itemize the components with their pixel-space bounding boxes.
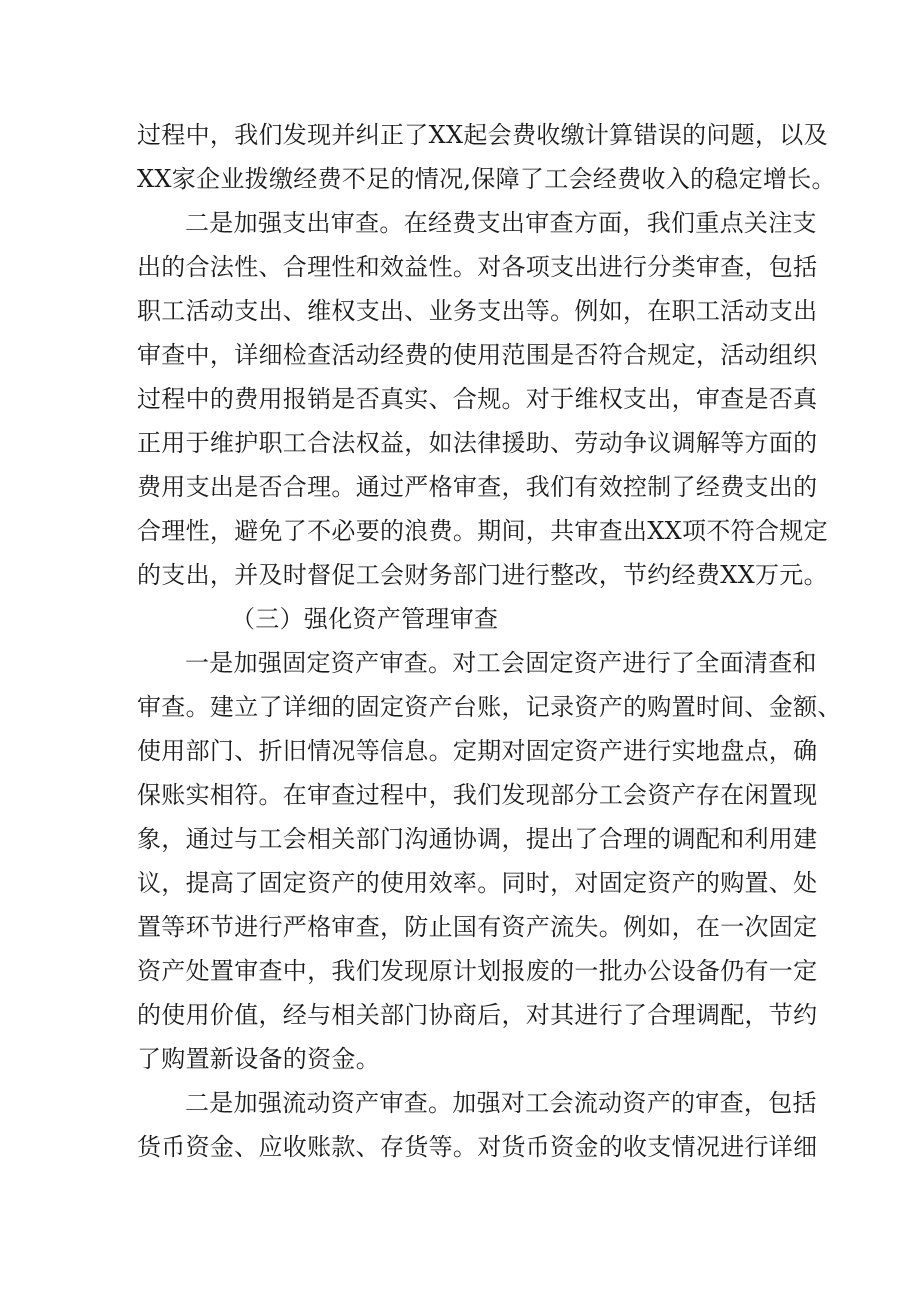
body-line: 审查。建立了详细的固定资产台账，记录资产的购置时间、金额、 bbox=[137, 693, 842, 721]
body-line: 合理性，避免了不必要的浪费。期间，共审查出XX项不符合规定 bbox=[137, 517, 828, 545]
document-body bbox=[137, 113, 842, 1169]
body-line: 保账实相符。在审查过程中，我们发现部分工会资产存在闲置现 bbox=[137, 781, 818, 809]
body-line: 的支出，并及时督促工会财务部门进行整改，节约经费XX万元。 bbox=[137, 561, 828, 589]
body-line: 资产处置审查中，我们发现原计划报废的一批办公设备仍有一定 bbox=[137, 957, 818, 985]
body-line: 象，通过与工会相关部门沟通协调，提出了合理的调配和利用建 bbox=[137, 825, 818, 853]
body-line: 出的合法性、合理性和效益性。对各项支出进行分类审查，包括 bbox=[137, 253, 818, 281]
paragraph-start-line: 二是加强支出审查。在经费支出审查方面，我们重点关注支 bbox=[185, 209, 817, 237]
body-line: 议，提高了固定资产的使用效率。同时，对固定资产的购置、处 bbox=[137, 869, 818, 897]
body-line: 职工活动支出、维权支出、业务支出等。例如，在职工活动支出 bbox=[137, 297, 818, 325]
paragraph-start-line: 一是加强固定资产审查。对工会固定资产进行了全面清查和 bbox=[185, 649, 817, 677]
body-line: 货币资金、应收账款、存货等。对货币资金的收支情况进行详细 bbox=[137, 1133, 818, 1161]
body-line: XX家企业拨缴经费不足的情况,保障了工会经费收入的稳定增长。 bbox=[137, 165, 836, 193]
section-heading: （三）强化资产管理审查 bbox=[231, 605, 499, 633]
paragraph-start-line: 二是加强流动资产审查。加强对工会流动资产的审查，包括 bbox=[185, 1089, 817, 1117]
body-line: 过程中的费用报销是否真实、合规。对于维权支出，审查是否真 bbox=[137, 385, 818, 413]
body-line: 置等环节进行严格审查，防止国有资产流失。例如，在一次固定 bbox=[137, 913, 818, 941]
paragraph-end-line: 了购置新设备的资金。 bbox=[137, 1045, 380, 1073]
body-line: 的使用价值，经与相关部门协商后，对其进行了合理调配，节约 bbox=[137, 1001, 818, 1029]
body-line: 正用于维护职工合法权益，如法律援助、劳动争议调解等方面的 bbox=[137, 429, 818, 457]
body-line: 费用支出是否合理。通过严格审查，我们有效控制了经费支出的 bbox=[137, 473, 818, 501]
body-line: 使用部门、折旧情况等信息。定期对固定资产进行实地盘点，确 bbox=[137, 737, 818, 765]
body-line: 审查中，详细检查活动经费的使用范围是否符合规定，活动组织 bbox=[137, 341, 818, 369]
body-line: 过程中，我们发现并纠正了XX起会费收缴计算错误的问题，以及 bbox=[137, 121, 828, 149]
